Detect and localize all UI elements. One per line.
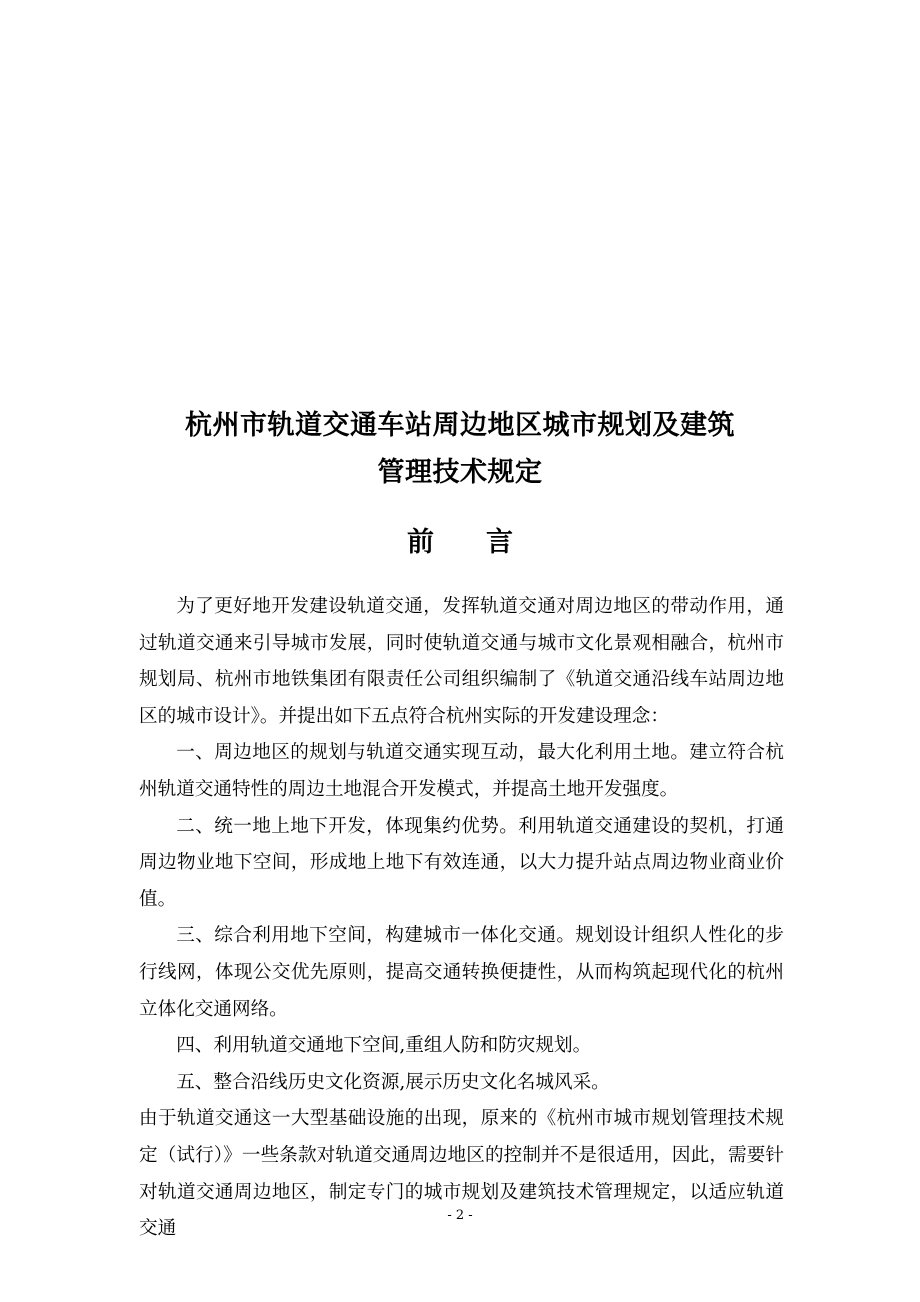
document-title-line-1: 杭州市轨道交通车站周边地区城市规划及建筑 (185, 410, 735, 441)
document-title-line-2: 管理技术规定 (377, 457, 543, 488)
paragraph-rationale: 由于轨道交通这一大型基础设施的出现，原来的《杭州市城市规划管理技术规定（试行）》一些条款对轨道交通周边地区的控制并不是很适用，因此，需要针对轨道交通周边地区，制定专门的城市规划及建筑技术管理规定，以适应轨道交通 (139, 1108, 784, 1240)
preface-heading (0, 526, 920, 560)
paragraph-intro: 为了更好地开发建设轨道交通，发挥轨道交通对周边地区的带动作用，通过轨道交通来引导城市发展，同时使轨道交通与城市文化景观相融合，杭州市规划局、杭州市地铁集团有限责任公司组织编制了《轨道交通沿线车站周边地区的城市设计》。并提出如下五点符合杭州实际的开发建设理念： (139, 596, 784, 727)
page-number: - 2 - (447, 1208, 473, 1223)
paragraph-item-2: 二、统一地上地下开发，体现集约优势。利用轨道交通建设的契机，打通周边物业地下空间，形成地上地下有效连通，以大力提升站点周边物业商业价值。 (139, 815, 784, 910)
body-text (139, 589, 784, 1248)
paragraph-item-3: 三、综合利用地下空间，构建城市一体化交通。规划设计组织人性化的步行线网，体现公交优先原则，提高交通转换便捷性，从而构筑起现代化的杭州立体化交通网络。 (139, 925, 784, 1020)
paragraph-item-4: 四、利用轨道交通地下空间,重组人防和防灾规划。 (176, 1035, 592, 1057)
preface-heading-part-1: 前 (407, 527, 434, 558)
preface-heading-part-2: 言 (486, 527, 513, 558)
paragraph-item-1: 一、周边地区的规划与轨道交通实现互动，最大化利用土地。建立符合杭州轨道交通特性的周边土地混合开发模式，并提高土地开发强度。 (139, 742, 784, 800)
paragraph-item-5: 五、整合沿线历史文化资源,展示历史文化名城风采。 (176, 1071, 610, 1093)
